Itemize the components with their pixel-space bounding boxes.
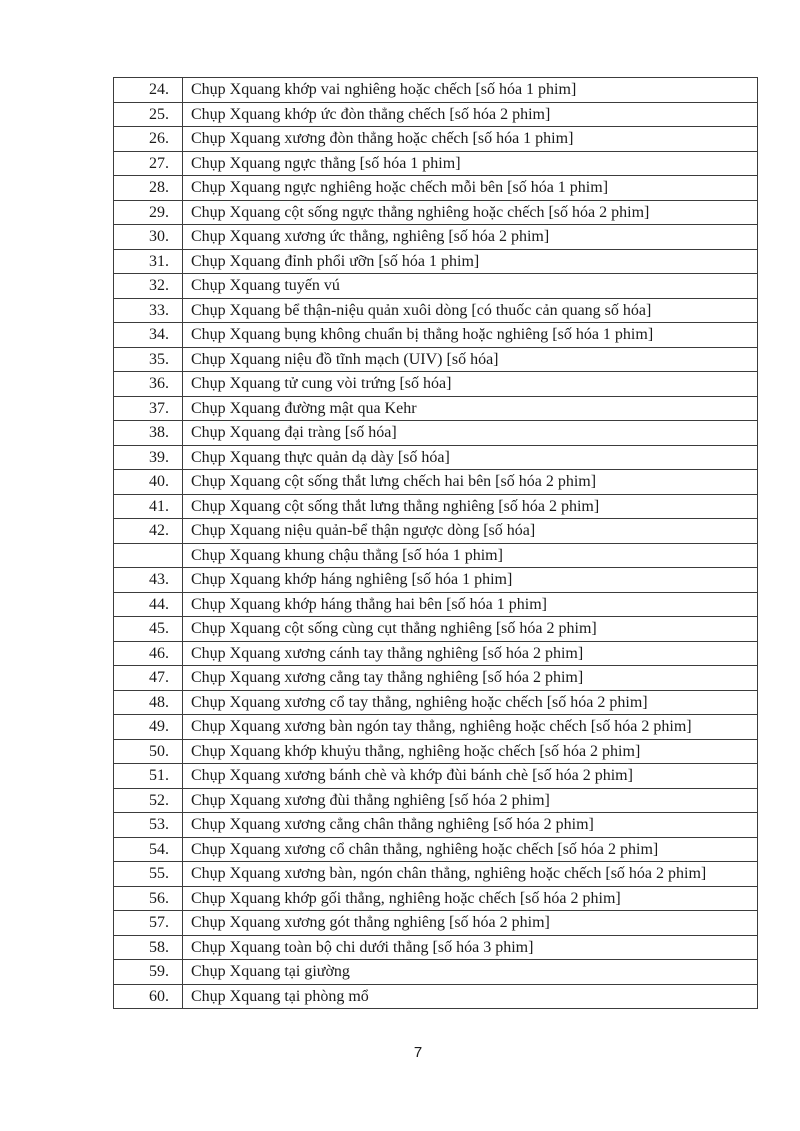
table-row	[114, 788, 758, 813]
procedure-name: Chụp Xquang toàn bộ chi dưới thẳng [số hóa 3 phim]	[183, 935, 758, 960]
row-number: 30.	[114, 225, 183, 250]
procedure-name: Chụp Xquang tại phòng mổ	[183, 984, 758, 1009]
procedure-name: Chụp Xquang đại tràng [số hóa]	[183, 421, 758, 446]
table-row	[114, 151, 758, 176]
table-row	[114, 617, 758, 642]
table-row	[114, 641, 758, 666]
procedure-name: Chụp Xquang cột sống cùng cụt thẳng nghiêng [số hóa 2 phim]	[183, 617, 758, 642]
row-number: 53.	[114, 813, 183, 838]
table-row	[114, 813, 758, 838]
table-row	[114, 837, 758, 862]
procedure-name: Chụp Xquang cột sống thắt lưng chếch hai bên [số hóa 2 phim]	[183, 470, 758, 495]
row-number: 29.	[114, 200, 183, 225]
procedure-name: Chụp Xquang bể thận-niệu quản xuôi dòng [có thuốc cản quang số hóa]	[183, 298, 758, 323]
row-number: 56.	[114, 886, 183, 911]
row-number: 47.	[114, 666, 183, 691]
table-row	[114, 935, 758, 960]
procedure-name: Chụp Xquang xương cẳng tay thẳng nghiêng [số hóa 2 phim]	[183, 666, 758, 691]
procedure-name: Chụp Xquang khung chậu thẳng [số hóa 1 phim]	[183, 543, 758, 568]
row-number: 40.	[114, 470, 183, 495]
table-row	[114, 592, 758, 617]
row-number: 41.	[114, 494, 183, 519]
row-number: 59.	[114, 960, 183, 985]
row-number: 36.	[114, 372, 183, 397]
procedure-name: Chụp Xquang khớp vai nghiêng hoặc chếch [số hóa 1 phim]	[183, 78, 758, 103]
row-number: 44.	[114, 592, 183, 617]
procedure-name: Chụp Xquang xương cẳng chân thẳng nghiêng [số hóa 2 phim]	[183, 813, 758, 838]
table-row	[114, 200, 758, 225]
procedure-name: Chụp Xquang niệu quản-bể thận ngược dòng [số hóa]	[183, 519, 758, 544]
procedure-name: Chụp Xquang xương đòn thẳng hoặc chếch [số hóa 1 phim]	[183, 127, 758, 152]
table-row	[114, 543, 758, 568]
row-number: 58.	[114, 935, 183, 960]
row-number: 24.	[114, 78, 183, 103]
table-row	[114, 494, 758, 519]
row-number: 34.	[114, 323, 183, 348]
procedure-name: Chụp Xquang tử cung vòi trứng [số hóa]	[183, 372, 758, 397]
table-row	[114, 886, 758, 911]
procedure-name: Chụp Xquang niệu đồ tĩnh mạch (UIV) [số hóa]	[183, 347, 758, 372]
procedure-name: Chụp Xquang tại giường	[183, 960, 758, 985]
procedure-name: Chụp Xquang cột sống thắt lưng thẳng nghiêng [số hóa 2 phim]	[183, 494, 758, 519]
row-number: 39.	[114, 445, 183, 470]
table-row	[114, 568, 758, 593]
procedure-name: Chụp Xquang khớp khuỷu thẳng, nghiêng hoặc chếch [số hóa 2 phim]	[183, 739, 758, 764]
row-number: 60.	[114, 984, 183, 1009]
table-row	[114, 764, 758, 789]
row-number: 38.	[114, 421, 183, 446]
row-number: 45.	[114, 617, 183, 642]
table-row	[114, 102, 758, 127]
row-number: 28.	[114, 176, 183, 201]
procedure-name: Chụp Xquang khớp háng nghiêng [số hóa 1 phim]	[183, 568, 758, 593]
table-row	[114, 274, 758, 299]
table-row	[114, 470, 758, 495]
procedure-name: Chụp Xquang xương ức thẳng, nghiêng [số hóa 2 phim]	[183, 225, 758, 250]
row-number: 43.	[114, 568, 183, 593]
procedure-name: Chụp Xquang thực quản dạ dày [số hóa]	[183, 445, 758, 470]
table-row	[114, 690, 758, 715]
table-row	[114, 323, 758, 348]
procedure-name: Chụp Xquang ngực thẳng [số hóa 1 phim]	[183, 151, 758, 176]
table-row	[114, 911, 758, 936]
table-row	[114, 519, 758, 544]
row-number: 32.	[114, 274, 183, 299]
procedure-name: Chụp Xquang khớp gối thẳng, nghiêng hoặc chếch [số hóa 2 phim]	[183, 886, 758, 911]
procedure-name: Chụp Xquang xương bánh chè và khớp đùi bánh chè [số hóa 2 phim]	[183, 764, 758, 789]
table-row	[114, 298, 758, 323]
procedure-name: Chụp Xquang xương cổ tay thẳng, nghiêng hoặc chếch [số hóa 2 phim]	[183, 690, 758, 715]
table-row	[114, 862, 758, 887]
row-number: 33.	[114, 298, 183, 323]
procedure-name: Chụp Xquang bụng không chuẩn bị thẳng hoặc nghiêng [số hóa 1 phim]	[183, 323, 758, 348]
row-number: 46.	[114, 641, 183, 666]
row-number: 27.	[114, 151, 183, 176]
row-number: 35.	[114, 347, 183, 372]
row-number: 52.	[114, 788, 183, 813]
procedure-name: Chụp Xquang khớp háng thẳng hai bên [số hóa 1 phim]	[183, 592, 758, 617]
table-row	[114, 347, 758, 372]
row-number: 49.	[114, 715, 183, 740]
row-number: 48.	[114, 690, 183, 715]
procedure-name: Chụp Xquang ngực nghiêng hoặc chếch mỗi bên [số hóa 1 phim]	[183, 176, 758, 201]
page-number: 7	[413, 1044, 423, 1061]
row-number	[114, 543, 183, 568]
procedure-name: Chụp Xquang xương cổ chân thẳng, nghiêng hoặc chếch [số hóa 2 phim]	[183, 837, 758, 862]
procedure-name: Chụp Xquang khớp ức đòn thẳng chếch [số hóa 2 phim]	[183, 102, 758, 127]
procedure-name: Chụp Xquang xương bàn ngón tay thẳng, nghiêng hoặc chếch [số hóa 2 phim]	[183, 715, 758, 740]
procedure-name: Chụp Xquang xương gót thẳng nghiêng [số hóa 2 phim]	[183, 911, 758, 936]
table-row	[114, 960, 758, 985]
table-row	[114, 739, 758, 764]
table-row	[114, 176, 758, 201]
table-row	[114, 372, 758, 397]
table-row	[114, 225, 758, 250]
row-number: 55.	[114, 862, 183, 887]
procedure-name: Chụp Xquang xương đùi thẳng nghiêng [số hóa 2 phim]	[183, 788, 758, 813]
row-number: 31.	[114, 249, 183, 274]
procedure-table	[113, 77, 758, 1009]
row-number: 42.	[114, 519, 183, 544]
row-number: 50.	[114, 739, 183, 764]
table-row	[114, 249, 758, 274]
row-number: 26.	[114, 127, 183, 152]
procedure-name: Chụp Xquang xương bàn, ngón chân thẳng, nghiêng hoặc chếch [số hóa 2 phim]	[183, 862, 758, 887]
row-number: 57.	[114, 911, 183, 936]
table-row	[114, 715, 758, 740]
procedure-name: Chụp Xquang cột sống ngực thẳng nghiêng hoặc chếch [số hóa 2 phim]	[183, 200, 758, 225]
row-number: 25.	[114, 102, 183, 127]
procedure-name: Chụp Xquang đỉnh phổi ưỡn [số hóa 1 phim]	[183, 249, 758, 274]
table-row	[114, 421, 758, 446]
procedure-table-body	[114, 78, 758, 1009]
table-row	[114, 984, 758, 1009]
procedure-name: Chụp Xquang tuyến vú	[183, 274, 758, 299]
table-row	[114, 78, 758, 103]
row-number: 37.	[114, 396, 183, 421]
table-row	[114, 445, 758, 470]
table-row	[114, 127, 758, 152]
table-row	[114, 396, 758, 421]
row-number: 51.	[114, 764, 183, 789]
procedure-name: Chụp Xquang xương cánh tay thẳng nghiêng [số hóa 2 phim]	[183, 641, 758, 666]
table-row	[114, 666, 758, 691]
procedure-name: Chụp Xquang đường mật qua Kehr	[183, 396, 758, 421]
row-number: 54.	[114, 837, 183, 862]
